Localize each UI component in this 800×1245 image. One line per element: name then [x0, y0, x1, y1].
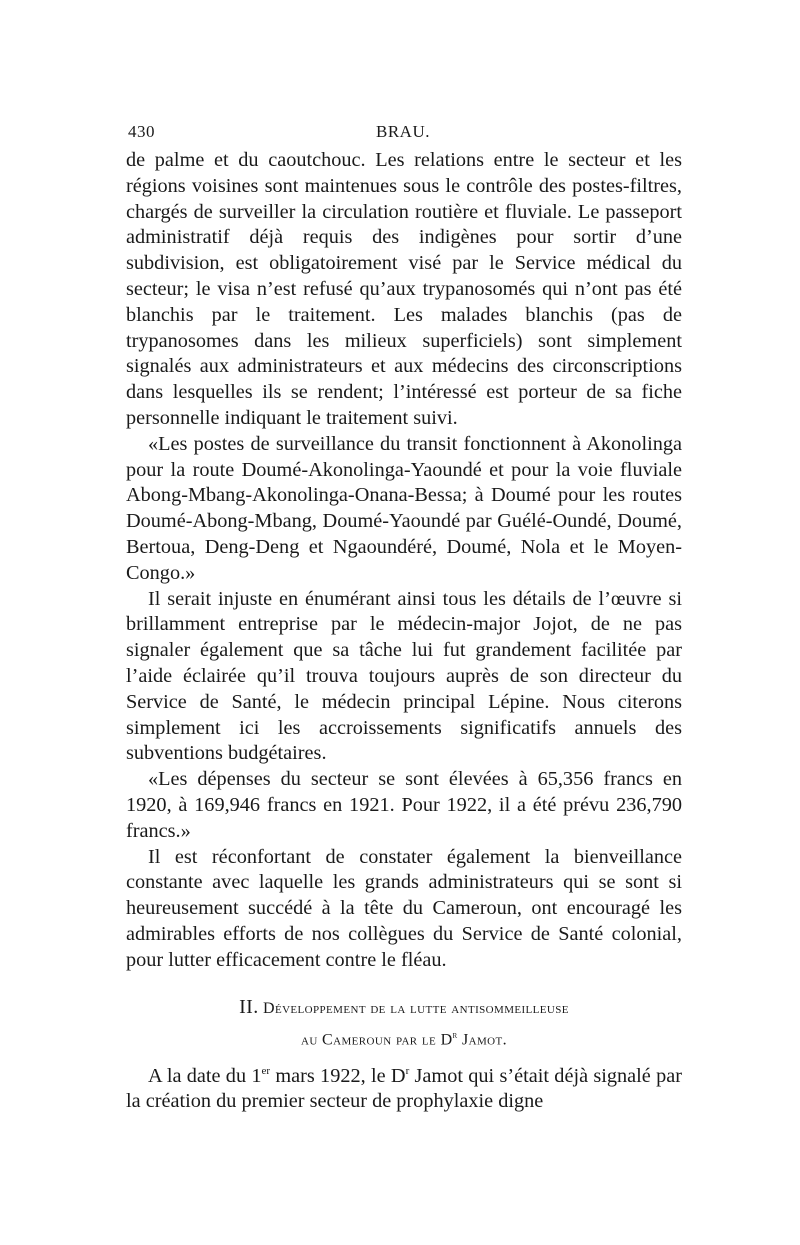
section-numeral: II.	[239, 995, 259, 1018]
body-text	[126, 148, 682, 974]
running-title: BRAU.	[376, 122, 430, 141]
paragraph: «Les dépenses du secteur se sont élevées à 65,356 francs en 1920, à 169,946 francs en 1921. Pour 1922, il a été prévu 236,790 francs.»	[126, 768, 682, 842]
page-header	[126, 118, 682, 148]
superscript: r	[405, 1064, 410, 1077]
paragraph: de palme et du caoutchouc. Les relations entre le secteur et les régions voisines sont maintenues sous le contrôle des postes-filtres, chargés de surveiller la circulation routière et fluviale. Le passeport administratif déjà requis des indigènes pour sortir d’une subdivision, est obligatoirement visé par le Service médical du secteur; le visa n’est refusé qu’aux trypanosomés qui n’ont pas été blanchis par le traitement. Les malades blanchis (pas de trypanosomes dans les milieux superficiels) sont simplement signalés aux administrateurs et aux médecins des circonscriptions dans lesquelles ils se rendent; l’intéressé est porteur de sa fiche personnelle indiquant le traitement suivi.	[126, 149, 682, 429]
text-run: A la date du 1	[148, 1064, 262, 1087]
superscript: er	[261, 1064, 271, 1077]
section-heading	[126, 994, 682, 1053]
section-title-line1: Développement de la lutte antisommeilleuse	[263, 999, 569, 1017]
paragraph: Il est réconfortant de constater également la bienveillance constante avec laquelle les grands administrateurs qui se sont si heureusement succédé à la tête du Cameroun, ont encouragé les admirables efforts de nos collègues du Service de Santé colonial, pour lutter efficacement contre le fléau.	[126, 845, 682, 971]
text-run: mars 1922, le D	[270, 1064, 406, 1087]
paragraph	[126, 1059, 682, 1115]
section-title-line2	[126, 1022, 682, 1053]
page-number: 430	[128, 122, 155, 141]
text-run: Jamot qui s’était déjà signalé par la création du premier secteur de prophylaxie digne	[126, 1064, 682, 1113]
final-text	[126, 1059, 682, 1115]
paragraph: Il serait injuste en énumérant ainsi tous les détails de l’œuvre si brillamment entreprise par le médecin-major Jojot, de ne pas signaler également que sa tâche lui fut grandement facilitée par l’aide éclairée qu’il trouva toujours auprès de son directeur du Service de Santé, le médecin principal Lépine. Nous citerons simplement ici les accroissements significatifs annuels des subventions budgétaires.	[126, 587, 682, 765]
section-title-line2-text: au Cameroun par le D	[300, 1030, 453, 1048]
section-title-superscript: r	[452, 1029, 458, 1041]
paragraph: «Les postes de surveillance du transit fonctionnent à Akonolinga pour la route Doumé-Akonolinga-Yaoundé et pour la voie fluviale Abong-Mbang-Akonolinga-Onana-Bessa; à Doumé pour les routes Doumé-Abong-Mbang, Doumé-Yaoundé par Guélé-Oundé, Doumé, Bertoua, Deng-Deng et Ngaoundéré, Doumé, Nola et le Moyen-Congo.»	[126, 432, 682, 584]
book-page	[126, 118, 682, 1115]
section-title-line2-end: Jamot.	[457, 1030, 508, 1048]
